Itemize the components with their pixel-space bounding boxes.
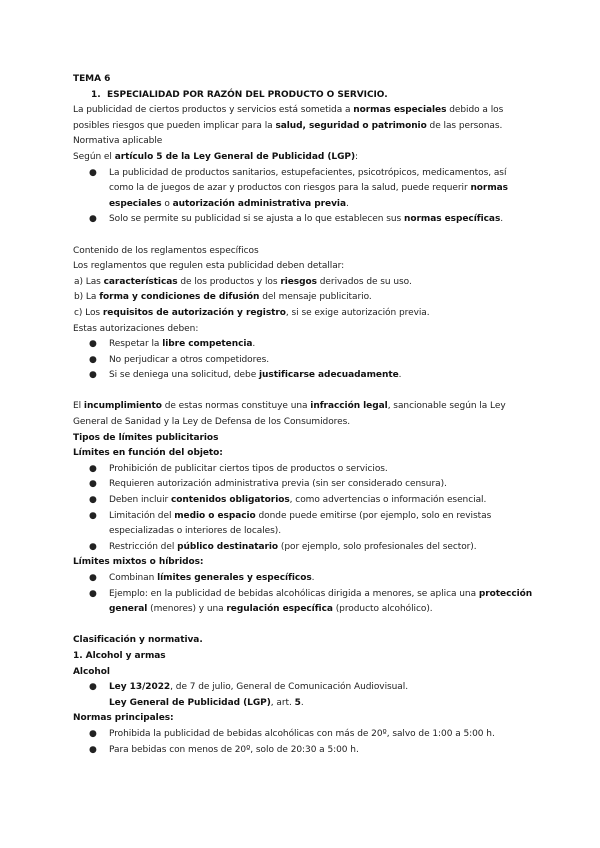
list-item: ● Prohibición de publicitar ciertos tipos de productos o servicios.: [73, 462, 533, 478]
lgp-reference-line: Ley General de Publicidad (LGP), art. 5.: [109, 697, 304, 708]
bullet-icon: ●: [89, 728, 97, 739]
alcohol-heading: Alcohol: [73, 666, 110, 677]
section-1-heading: 1. ESPECIALIDAD POR RAZÓN DEL PRODUCTO O SERVICIO.: [91, 89, 388, 100]
bullet-icon: ●: [89, 354, 97, 365]
bullet-icon: ●: [89, 541, 97, 552]
lettered-item-b: b) La forma y condiciones de difusión del mensaje publicitario.: [74, 292, 372, 303]
tema-heading: TEMA 6: [73, 74, 111, 84]
bullet-icon: ●: [89, 588, 97, 599]
list-item: ● No perjudicar a otros competidores.: [73, 353, 533, 369]
limites-objeto-heading: Límites en función del objeto:: [73, 448, 223, 459]
bullet-icon: ●: [89, 495, 97, 506]
list-item: ● Restricción del público destinatario (por ejemplo, solo profesionales del sector).: [73, 540, 533, 556]
lettered-item-a: a) Las características de los productos y los riesgos derivados de su uso.: [74, 276, 412, 287]
bullet-icon: ●: [89, 573, 97, 583]
bullet-icon: ●: [89, 339, 97, 350]
list-item: ● Para bebidas con menos de 20º, solo de 20:30 a 5:00 h.: [73, 743, 533, 759]
limites-objeto-bullet-list: [73, 462, 533, 556]
list-item: ● Solo se permite su publicidad si se ajusta a lo que establecen sus normas específicas.: [73, 212, 533, 228]
lettered-item-c: c) Los requisitos de autorización y registro, si se exige autorización previa.: [74, 307, 430, 318]
incumplimiento-paragraph: El incumplimiento de estas normas constituye una infracción legal, sancionable según la Ley General de Sanidad y la Ley de Defensa de los Consumidores.: [73, 401, 506, 428]
intro-paragraph: La publicidad de ciertos productos y servicios está sometida a normas especiales debido a los posibles riesgos que pueden implicar para la salud, seguridad o patrimonio de las personas.: [73, 105, 504, 131]
normativa-aplicable-heading: Normativa aplicable: [73, 136, 163, 147]
bullet-icon: ●: [89, 214, 97, 225]
normas-principales-list: [73, 727, 533, 758]
bullet-icon: ●: [89, 744, 97, 755]
alcohol-legislation-list: [73, 680, 533, 696]
list-item: ● Limitación del medio o espacio donde puede emitirse (por ejemplo, solo en revistas especializadas o interiores de locales).: [89, 510, 492, 537]
tipos-limites-heading: Tipos de límites publicitarios: [73, 432, 219, 443]
autorizaciones-bullet-list: [73, 337, 533, 384]
document-page: [73, 72, 533, 758]
limites-mixtos-bullet-list: [73, 571, 533, 618]
alcohol-armas-heading: 1. Alcohol y armas: [73, 650, 166, 661]
list-item: ● Combinan límites generales y específicos.: [73, 571, 533, 587]
list-item: ● Si se deniega una solicitud, debe justificarse adecuadamente.: [73, 368, 533, 384]
list-item: ● Deben incluir contenidos obligatorios, como advertencias o información esencial.: [73, 493, 533, 509]
segun-articulo-line: Según el artículo 5 de la Ley General de Publicidad (LGP):: [73, 151, 359, 162]
limites-mixtos-heading: Límites mixtos o híbridos:: [73, 557, 204, 568]
list-item: ● Respetar la libre competencia.: [73, 337, 533, 353]
list-item: ● La publicidad de productos sanitarios, estupefacientes, psicotrópicos, medicamentos, así como la de juegos de azar y productos con riesgos para la salud, puede requerir normas especiales o autorización administrativa previa.: [89, 167, 508, 209]
contenido-reglamentos-heading: Contenido de los reglamentos específicos: [73, 245, 259, 256]
list-item: ● Requieren autorización administrativa previa (sin ser considerado censura).: [73, 477, 533, 493]
normas-principales-heading: Normas principales:: [73, 713, 174, 724]
clasificacion-heading: Clasificación y normativa.: [73, 635, 203, 646]
list-item: ● Ley 13/2022, de 7 de julio, General de Comunicación Audiovisual.: [73, 680, 533, 696]
list-item: ● Prohibida la publicidad de bebidas alcohólicas con más de 20º, salvo de 1:00 a 5:00 h.: [73, 727, 533, 743]
bullet-icon: ●: [89, 510, 97, 521]
autorizaciones-intro: Estas autorizaciones deben:: [73, 323, 199, 334]
list-item: ● Ejemplo: en la publicidad de bebidas alcohólicas dirigida a menores, se aplica una protección general (menores) y una regulación específica (producto alcohólico).: [89, 588, 533, 615]
bullet-icon: ●: [89, 479, 97, 490]
reglamentos-intro: Los reglamentos que regulen esta publicidad deben detallar:: [73, 261, 345, 272]
bullet-icon: ●: [89, 463, 97, 474]
bullet-icon: ●: [89, 370, 97, 381]
bullet-icon: ●: [89, 167, 97, 178]
normativa-bullet-list: [73, 166, 533, 228]
bullet-icon: ●: [89, 682, 97, 693]
